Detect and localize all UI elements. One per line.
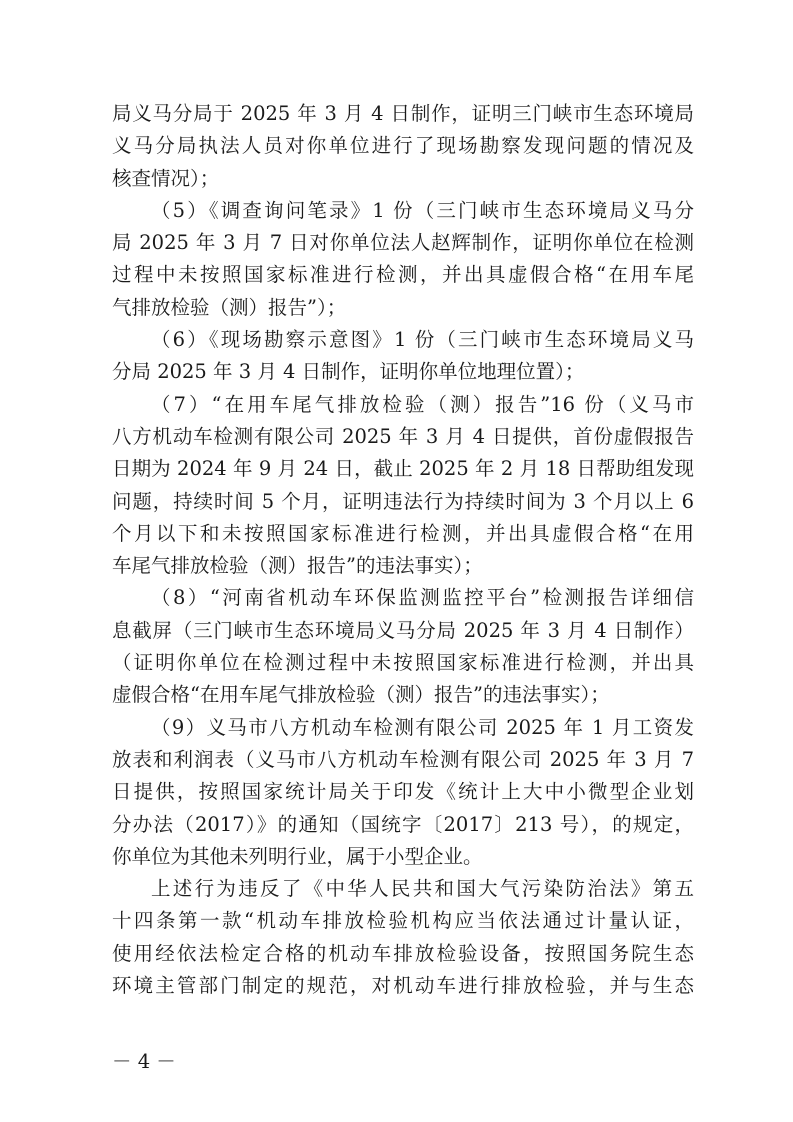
text-line: 环境主管部门制定的规范，对机动车进行排放检验，并与生态 [112, 974, 694, 998]
text-line: 局义马分局于 2025 年 3 月 4 日制作，证明三门峡市生态环境局 [112, 102, 694, 125]
page-number: － 4 － [112, 1050, 176, 1073]
text-line: 十四条第一款“机动车排放检验机构应当依法通过计量认证， [112, 909, 694, 933]
text-line: （6）《现场勘察示意图》1 份（三门峡市生态环境局义马 [151, 328, 694, 352]
text-line: 日提供，按照国家统计局关于印发《统计上大中小微型企业划 [112, 780, 694, 804]
text-line: 问题，持续时间 5 个月，证明违法行为持续时间为 3 个月以上 6 [112, 489, 694, 513]
text-line: 你单位为其他未列明行业，属于小型企业。 [112, 844, 483, 868]
body-text [112, 98, 694, 1002]
text-line: 气排放检验（测）报告”）； [112, 295, 347, 319]
text-line: 息截屏（三门峡市生态环境局义马分局 2025 年 3 月 4 日制作） [112, 618, 694, 642]
text-line: 局 2025 年 3 月 7 日对你单位法人赵辉制作，证明你单位在检测 [112, 231, 694, 255]
text-line: 分局 2025 年 3 月 4 日制作，证明你单位地理位置）； [112, 360, 585, 384]
text-line: （9）义马市八方机动车检测有限公司 2025 年 1 月工资发 [151, 715, 694, 739]
text-line: （8）“河南省机动车环保监测监控平台”检测报告详细信 [151, 586, 694, 610]
text-line: 车尾气排放检验（测）报告”的违法事实）； [112, 554, 483, 578]
text-line: 虚假合格“在用车尾气排放检验（测）报告”的违法事实）； [112, 683, 610, 707]
text-line: （5）《调查询问笔录》1 份（三门峡市生态环境局义马分 [151, 198, 694, 222]
text-line: 放表和利润表（义马市八方机动车检测有限公司 2025 年 3 月 7 [112, 747, 694, 771]
text-line: 八方机动车检测有限公司 2025 年 3 月 4 日提供，首份虚假报告 [112, 424, 694, 448]
text-line: 使用经依法检定合格的机动车排放检验设备，按照国务院生态 [112, 941, 694, 965]
text-line: 过程中未按照国家标准进行检测，并出具虚假合格“在用车尾 [112, 263, 694, 287]
text-line: 上述行为违反了《中华人民共和国大气污染防治法》第五 [151, 877, 694, 901]
text-line: 义马分局执法人员对你单位进行了现场勘察发现问题的情况及 [112, 134, 694, 158]
text-line: （证明你单位在检测过程中未按照国家标准进行检测，并出具 [112, 651, 694, 675]
text-line: 核查情况）； [112, 166, 220, 190]
text-line: （7）“在用车尾气排放检验（测）报告”16 份（义马市 [151, 392, 694, 416]
text-line: 分办法（2017）》的通知（国统字〔2017〕213 号），的规定， [112, 812, 694, 836]
text-line: 日期为 2024 年 9 月 24 日，截止 2025 年 2 月 18 日帮助组发现 [112, 457, 694, 481]
text-line: 个月以下和未按照国家标准进行检测，并出具虚假合格“在用 [112, 521, 694, 545]
